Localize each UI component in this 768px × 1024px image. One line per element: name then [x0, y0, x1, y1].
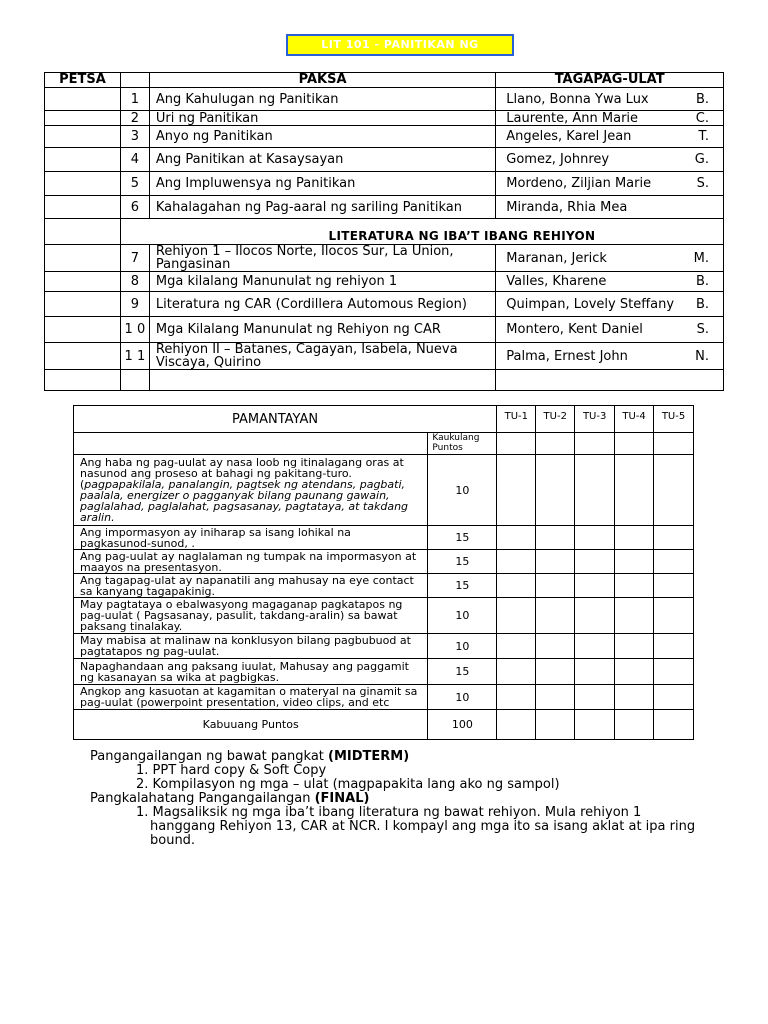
reporter-name: Montero, Kent Daniel [506, 322, 643, 337]
course-title-box: LIT 101 - PANITIKAN NG [286, 34, 514, 56]
reporter-name: Palma, Ernest John [506, 348, 628, 364]
topic-number: 8 [120, 272, 149, 292]
tu-header: TU-1 [497, 406, 536, 433]
table-row [45, 292, 724, 317]
topic-cell: Anyo ng Panitikan [149, 126, 495, 148]
date-cell [45, 343, 121, 370]
topic-cell: Ang Impluwensya ng Panitikan [149, 172, 495, 196]
topic-cell: Ang Kahulugan ng Panitikan [149, 88, 495, 111]
reporter-initial: B. [695, 91, 709, 107]
topic-number: 2 [120, 111, 149, 126]
date-cell [45, 172, 121, 196]
table-row [45, 272, 724, 292]
topic-number: 1 [120, 88, 149, 111]
rubric-points-header-row [74, 433, 694, 455]
table-row [45, 343, 724, 370]
reporter-cell [496, 272, 724, 292]
reporter-cell [496, 292, 724, 317]
rubric-row [74, 550, 694, 574]
table-row [45, 88, 724, 111]
midterm-item: 2. Kompilasyon ng mga – ulat (magpapakita lang ako ng sampol) [136, 777, 560, 792]
criterion-points: 15 [428, 526, 497, 550]
table-row-empty [45, 370, 724, 391]
points-header: Kaukulang Puntos [428, 433, 497, 455]
table-row [45, 317, 724, 343]
rubric-header: PAMANTAYAN [74, 406, 497, 433]
date-cell [45, 111, 121, 126]
criterion-text: Ang impormasyon ay iniharap sa isang lohikal na pagkasunod-sunod, . [74, 526, 428, 550]
topic-number: 9 [120, 292, 149, 317]
reporter-initial: B. [695, 274, 709, 289]
topic-number: 3 [120, 126, 149, 148]
date-cell [45, 88, 121, 111]
section-title: LITERATURA NG IBA’T IBANG REHIYON [120, 219, 723, 245]
section-row [45, 219, 724, 245]
topic-cell: Kahalagahan ng Pag-aaral ng sariling Panitikan [149, 196, 495, 219]
reporter-cell [496, 88, 724, 111]
rubric-row [74, 634, 694, 659]
reporter-initial: M. [693, 250, 709, 266]
reporter-name: Laurente, Ann Marie [506, 110, 639, 126]
final-heading: Pangkalahatang Pangangailangan (FINAL) [90, 791, 370, 806]
topic-cell: Rehiyon 1 – Ilocos Norte, Ilocos Sur, La Union, Pangasinan [149, 245, 495, 272]
schedule-header-row [45, 73, 724, 88]
criterion-points: 10 [428, 685, 497, 710]
reporter-cell [496, 317, 724, 343]
date-cell [45, 148, 121, 172]
reporter-initial: C. [695, 110, 709, 126]
table-row [45, 245, 724, 272]
topic-number: 1 1 [120, 343, 149, 370]
reporter-name: Gomez, Johnrey [506, 152, 610, 167]
topic-cell: Literatura ng CAR (Cordillera Automous Region) [149, 292, 495, 317]
criterion-points: 15 [428, 550, 497, 574]
criterion-points: 10 [428, 634, 497, 659]
tu-header: TU-5 [654, 406, 694, 433]
tu-header: TU-3 [575, 406, 615, 433]
criterion-text: Ang haba ng pag-uulat ay nasa loob ng itinalagang oras at nasunod ang proseso at bahagi ng pakitang-turo. (pagpapakilala, panalangin, pagtsek ng atendans, pagbati, paalala, energizer o pagganyak bilang paunang gawain, paglalahad, paglalahat, pagsasanay, pagtataya, at takdang aralin. [74, 455, 428, 526]
rubric-row [74, 526, 694, 550]
date-cell [45, 292, 121, 317]
total-label: Kabuuang Puntos [74, 710, 428, 740]
tu-header: TU-4 [615, 406, 654, 433]
rubric-row [74, 455, 694, 526]
total-points: 100 [428, 710, 497, 740]
table-row [45, 148, 724, 172]
topic-number: 6 [120, 196, 149, 219]
topic-number: 7 [120, 245, 149, 272]
criterion-text: May pagtataya o ebalwasyong magaganap pagkatapos ng pag-uulat ( Pagsasanay, pasulit, takdang-aralin) sa bawat paksang tinalakay. [74, 598, 428, 634]
header-paksa: PAKSA [149, 73, 495, 88]
requirements-notes [90, 750, 710, 848]
reporter-initial: S. [696, 322, 709, 337]
table-row [45, 111, 724, 126]
reporter-name: Miranda, Rhia Mea [506, 199, 628, 215]
table-row [45, 196, 724, 219]
rubric-table [73, 405, 694, 740]
topic-cell: Uri ng Panitikan [149, 111, 495, 126]
criterion-text: Napaghandaan ang paksang iuulat, Mahusay ang paggamit ng kasanayan sa wika at pagbigkas. [74, 659, 428, 685]
rubric-row [74, 659, 694, 685]
reporter-name: Llano, Bonna Ywa Lux [506, 91, 649, 107]
criterion-text: Ang tagapag-ulat ay napanatili ang mahusay na eye contact sa kanyang tagapakinig. [74, 574, 428, 598]
header-petsa: PETSA [45, 73, 121, 88]
table-row [45, 172, 724, 196]
date-cell [45, 196, 121, 219]
reporter-name: Angeles, Karel Jean [506, 129, 632, 144]
reporter-initial: S. [696, 176, 709, 191]
reporter-cell [496, 343, 724, 370]
reporter-initial: T. [698, 129, 709, 144]
final-item: 1. Magsaliksik ng mga iba’t ibang literatura ng bawat rehiyon. Mula rehiyon 1 hanggang Rehiyon 13, CAR at NCR. I kompayl ang mga ito sa isang aklat at ipa ring bound. [136, 805, 696, 848]
criterion-points: 15 [428, 574, 497, 598]
table-row [45, 126, 724, 148]
reporter-name: Quimpan, Lovely Steffany [506, 296, 675, 312]
header-tagapag-ulat: TAGAPAG-ULAT [496, 73, 724, 88]
reporter-cell [496, 111, 724, 126]
schedule-table [44, 72, 724, 391]
date-cell [45, 272, 121, 292]
reporter-initial: B. [695, 296, 709, 312]
rubric-row [74, 574, 694, 598]
reporter-name: Maranan, Jerick [506, 250, 607, 266]
criterion-text: May mabisa at malinaw na konklusyon bilang pagbubuod at pagtatapos ng pag-uulat. [74, 634, 428, 659]
topic-number: 1 0 [120, 317, 149, 343]
rubric-row [74, 598, 694, 634]
reporter-name: Mordeno, Ziljian Marie [506, 176, 652, 191]
date-cell [45, 126, 121, 148]
rubric-row [74, 685, 694, 710]
topic-number: 5 [120, 172, 149, 196]
reporter-initial: N. [695, 348, 709, 364]
criterion-text: Ang pag-uulat ay naglalaman ng tumpak na impormasyon at maayos na presentasyon. [74, 550, 428, 574]
topic-number: 4 [120, 148, 149, 172]
criterion-text: Angkop ang kasuotan at kagamitan o materyal na ginamit sa pag-uulat (powerpoint presentation, video clips, and etc [74, 685, 428, 710]
date-cell [45, 245, 121, 272]
reporter-cell [496, 172, 724, 196]
topic-cell: Ang Panitikan at Kasaysayan [149, 148, 495, 172]
reporter-cell [496, 196, 724, 219]
reporter-cell [496, 245, 724, 272]
reporter-initial: G. [694, 152, 709, 167]
criterion-points: 10 [428, 455, 497, 526]
header-number [120, 73, 149, 88]
midterm-heading: Pangangailangan ng bawat pangkat (MIDTERM) [90, 749, 410, 764]
midterm-item: 1. PPT hard copy & Soft Copy [136, 763, 327, 778]
topic-cell: Rehiyon II – Batanes, Cagayan, Isabela, Nueva Viscaya, Quirino [149, 343, 495, 370]
date-cell [45, 317, 121, 343]
rubric-total-row [74, 710, 694, 740]
rubric-header-row [74, 406, 694, 433]
criterion-points: 15 [428, 659, 497, 685]
criterion-points: 10 [428, 598, 497, 634]
topic-cell: Mga kilalang Manunulat ng rehiyon 1 [149, 272, 495, 292]
topic-cell: Mga Kilalang Manunulat ng Rehiyon ng CAR [149, 317, 495, 343]
reporter-cell [496, 148, 724, 172]
tu-header: TU-2 [536, 406, 575, 433]
reporter-cell [496, 126, 724, 148]
reporter-name: Valles, Kharene [506, 274, 607, 289]
